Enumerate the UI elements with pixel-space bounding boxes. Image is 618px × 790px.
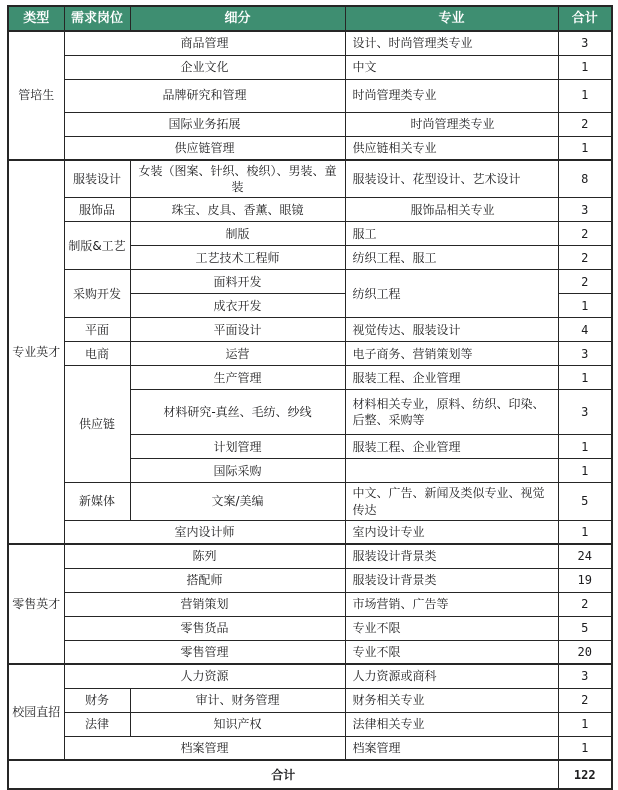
table-row	[8, 222, 612, 246]
cell-detail: 生产管理	[130, 366, 345, 390]
cell-major: 专业不限	[345, 616, 558, 640]
col-header-major: 专业	[345, 6, 558, 31]
cell-type: 零售英才	[8, 544, 64, 664]
table-row	[8, 198, 612, 222]
cell-detail: 文案/美编	[130, 483, 345, 520]
cell-position: 商品管理	[64, 31, 345, 55]
cell-detail: 平面设计	[130, 318, 345, 342]
cell-total: 1	[558, 712, 612, 736]
cell-total: 8	[558, 160, 612, 198]
cell-position: 品牌研究和管理	[64, 79, 345, 112]
cell-detail: 女装（图案、针织、梭织）、男装、童装	[130, 160, 345, 198]
cell-position: 室内设计师	[64, 520, 345, 544]
cell-major: 时尚管理类专业	[345, 79, 558, 112]
cell-position: 零售管理	[64, 640, 345, 664]
table-row	[8, 664, 612, 688]
cell-major	[345, 459, 558, 483]
cell-major: 服装设计、花型设计、艺术设计	[345, 160, 558, 198]
cell-position: 供应链管理	[64, 136, 345, 160]
cell-total: 2	[558, 592, 612, 616]
cell-major: 材料相关专业，原料、纺织、印染、后整、采购等	[345, 390, 558, 435]
cell-major: 视觉传达、服装设计	[345, 318, 558, 342]
cell-position: 服装设计	[64, 160, 130, 198]
cell-major: 时尚管理类专业	[345, 112, 558, 136]
cell-major: 服装工程、企业管理	[345, 435, 558, 459]
cell-detail: 运营	[130, 342, 345, 366]
table-row	[8, 520, 612, 544]
cell-total: 1	[558, 294, 612, 318]
cell-total: 2	[558, 112, 612, 136]
table-row	[8, 712, 612, 736]
table-row	[8, 592, 612, 616]
cell-major: 服饰品相关专业	[345, 198, 558, 222]
table-row	[8, 270, 612, 294]
cell-position: 企业文化	[64, 55, 345, 79]
cell-total: 1	[558, 55, 612, 79]
cell-position: 零售货品	[64, 616, 345, 640]
cell-total: 1	[558, 520, 612, 544]
cell-total: 122	[558, 760, 612, 789]
col-header-total: 合计	[558, 6, 612, 31]
cell-position: 法律	[64, 712, 130, 736]
cell-total: 2	[558, 222, 612, 246]
col-header-type: 类型	[8, 6, 64, 31]
table-row	[8, 616, 612, 640]
table-row	[8, 318, 612, 342]
cell-total: 24	[558, 544, 612, 568]
cell-major: 服装工程、企业管理	[345, 366, 558, 390]
cell-footer: 合计	[8, 760, 558, 789]
cell-position: 财务	[64, 688, 130, 712]
table-row	[8, 366, 612, 390]
cell-major: 纺织工程	[345, 270, 558, 318]
cell-major: 法律相关专业	[345, 712, 558, 736]
cell-detail: 珠宝、皮具、香薰、眼镜	[130, 198, 345, 222]
cell-total: 4	[558, 318, 612, 342]
cell-total: 2	[558, 688, 612, 712]
cell-position: 采购开发	[64, 270, 130, 318]
cell-major: 室内设计专业	[345, 520, 558, 544]
cell-total: 5	[558, 483, 612, 520]
cell-type: 专业英才	[8, 160, 64, 544]
cell-position: 服饰品	[64, 198, 130, 222]
cell-major: 档案管理	[345, 736, 558, 760]
cell-position: 电商	[64, 342, 130, 366]
cell-total: 2	[558, 270, 612, 294]
cell-detail: 知识产权	[130, 712, 345, 736]
cell-major: 市场营销、广告等	[345, 592, 558, 616]
cell-major: 中文、广告、新闻及类似专业、视觉传达	[345, 483, 558, 520]
cell-detail: 国际采购	[130, 459, 345, 483]
cell-position: 档案管理	[64, 736, 345, 760]
cell-position: 人力资源	[64, 664, 345, 688]
table-row	[8, 760, 612, 789]
cell-total: 1	[558, 136, 612, 160]
cell-total: 1	[558, 435, 612, 459]
cell-detail: 审计、财务管理	[130, 688, 345, 712]
cell-major: 纺织工程、服工	[345, 246, 558, 270]
table-header	[8, 6, 612, 31]
recruitment-table	[7, 5, 613, 790]
table-body	[8, 31, 612, 789]
cell-total: 3	[558, 31, 612, 55]
cell-position: 搭配师	[64, 568, 345, 592]
cell-major: 财务相关专业	[345, 688, 558, 712]
col-header-position: 需求岗位	[64, 6, 130, 31]
table-row	[8, 55, 612, 79]
cell-total: 1	[558, 79, 612, 112]
cell-type: 管培生	[8, 31, 64, 160]
cell-position: 陈列	[64, 544, 345, 568]
cell-major: 设计、时尚管理类专业	[345, 31, 558, 55]
cell-total: 20	[558, 640, 612, 664]
table-row	[8, 79, 612, 112]
cell-detail: 成衣开发	[130, 294, 345, 318]
cell-position: 平面	[64, 318, 130, 342]
cell-detail: 面料开发	[130, 270, 345, 294]
cell-total: 5	[558, 616, 612, 640]
cell-major: 服装设计背景类	[345, 568, 558, 592]
cell-total: 3	[558, 390, 612, 435]
cell-total: 2	[558, 246, 612, 270]
cell-detail: 工艺技术工程师	[130, 246, 345, 270]
cell-detail: 材料研究-真丝、毛纺、纱线	[130, 390, 345, 435]
cell-major: 服装设计背景类	[345, 544, 558, 568]
cell-detail: 制版	[130, 222, 345, 246]
cell-total: 3	[558, 664, 612, 688]
col-header-detail: 细分	[130, 6, 345, 31]
cell-total: 1	[558, 459, 612, 483]
cell-position: 供应链	[64, 366, 130, 483]
cell-total: 3	[558, 342, 612, 366]
cell-position: 国际业务拓展	[64, 112, 345, 136]
cell-major: 服工	[345, 222, 558, 246]
cell-major: 中文	[345, 55, 558, 79]
cell-total: 19	[558, 568, 612, 592]
cell-major: 供应链相关专业	[345, 136, 558, 160]
table-row	[8, 136, 612, 160]
table-row	[8, 688, 612, 712]
cell-type: 校园直招	[8, 664, 64, 760]
cell-total: 3	[558, 198, 612, 222]
table-row	[8, 112, 612, 136]
table-row	[8, 640, 612, 664]
cell-major: 人力资源或商科	[345, 664, 558, 688]
header-row	[8, 6, 612, 31]
cell-major: 专业不限	[345, 640, 558, 664]
table-row	[8, 568, 612, 592]
cell-position: 营销策划	[64, 592, 345, 616]
cell-position: 制版&工艺	[64, 222, 130, 270]
table-row	[8, 483, 612, 520]
table-row	[8, 736, 612, 760]
cell-total: 1	[558, 366, 612, 390]
cell-position: 新媒体	[64, 483, 130, 520]
table-row	[8, 31, 612, 55]
table-row	[8, 544, 612, 568]
cell-total: 1	[558, 736, 612, 760]
cell-major: 电子商务、营销策划等	[345, 342, 558, 366]
cell-detail: 计划管理	[130, 435, 345, 459]
table-row	[8, 160, 612, 198]
table-row	[8, 342, 612, 366]
